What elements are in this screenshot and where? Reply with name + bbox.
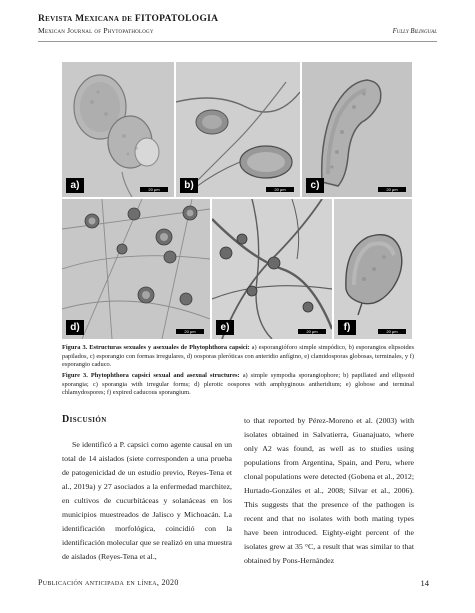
panel-d-scale-bar: 20 μm xyxy=(176,329,204,334)
panel-c-image xyxy=(302,62,412,197)
panel-f-scale-bar: 20 μm xyxy=(378,329,406,334)
figure-caption-spanish xyxy=(62,344,414,370)
left-column-text: Se identificó a P. capsici como agente causal en un total de 14 aislados (siete corresponden a una prueba de patogenicidad de un estudio previo, Reyes-Tena et al., 2019a) y 27 asociados a la enfermedad marchitez, en cultivos de cucurbitáceas y solanáceas en los municipios muestreados de Jalisco y Michoacán. La identificación morfológica, coincidió con la identificación molecular que se realizó en una muestra de aislados (Reyes-Tena et al., xyxy=(62,440,232,561)
panel-b-image xyxy=(176,62,300,197)
panel-d-label: d) xyxy=(66,320,84,335)
panel-d-image xyxy=(62,199,210,339)
right-column-text: to that reported by Pérez-Moreno et al. (2003) with isolates obtained in Salvatierra, Guanajuato, where only A2 was found, as well as to studies using populations from Argentina, Spain, and Peru, where clonal populations were detected (Gobena et al., 2012; Hurtado-Gonzáles et al., 2008; Silvar et al., 2006). This suggests that the presence of the pathogen is recent and that no isolates with both mating types have been introduced. Eighty-eight percent of the isolates grew at 35 °C, a result that was similar to that obtained by Pons-Hernández xyxy=(244,416,414,565)
panel-a-image xyxy=(62,62,174,197)
footer-label: Publicación anticipada en línea, 2020 xyxy=(38,578,179,587)
panel-c xyxy=(302,62,412,197)
panel-b-label: b) xyxy=(180,178,198,193)
figure-caption-spanish-body: a) esporangióforo simple simpódico, b) esporangios elipsoides papilados, c) esporangio con formas irregulares, d) oosporas pleróticas con anteridio anfígino, e) clamidosporas globosas, terminales, y f) esporangio caduco. xyxy=(62,344,414,369)
figure-caption-english-body: a) simple sympodia sporangiophore; b) papillated and ellipsoid sporangia; c) sporangia with irregular forms; d) plerotic oospores with amphyginous antheridium; e) globose and terminal chlamydospores; f) expired caducous sporangium. xyxy=(62,372,414,397)
figure-caption-spanish-lead: Figura 3. Estructuras sexuales y asexuales de Phytophthora capsici: xyxy=(62,344,250,351)
figure-caption-english-lead: Figure 3. Phytophthora capsici sexual and asexual structures: xyxy=(62,372,240,379)
panel-c-scale-bar: 20 μm xyxy=(378,187,406,192)
figure-caption-english xyxy=(62,372,414,398)
journal-subtitle: Mexican Journal of Phytopathology xyxy=(38,26,154,35)
panel-b xyxy=(176,62,300,197)
panel-f-label: f) xyxy=(338,320,356,335)
panel-e-image xyxy=(212,199,332,339)
panel-d xyxy=(62,199,210,339)
figure-3 xyxy=(62,62,412,339)
panel-b-scale-bar: 20 μm xyxy=(266,187,294,192)
panel-f-image xyxy=(334,199,412,339)
page-number: 14 xyxy=(420,578,429,588)
panel-f xyxy=(334,199,412,339)
panel-c-label: c) xyxy=(306,178,324,193)
panel-a-scale-bar: 20 μm xyxy=(140,187,168,192)
header-right-label: Fully Bilingual xyxy=(392,28,437,35)
section-heading: Discusión xyxy=(62,414,107,425)
panel-e-scale-bar: 20 μm xyxy=(298,329,326,334)
panel-a-label: a) xyxy=(66,178,84,193)
panel-e-label: e) xyxy=(216,320,234,335)
panel-a xyxy=(62,62,174,197)
journal-title: Revista Mexicana de FITOPATOLOGIA xyxy=(38,14,219,24)
header-rule xyxy=(38,41,437,42)
panel-e xyxy=(212,199,332,339)
